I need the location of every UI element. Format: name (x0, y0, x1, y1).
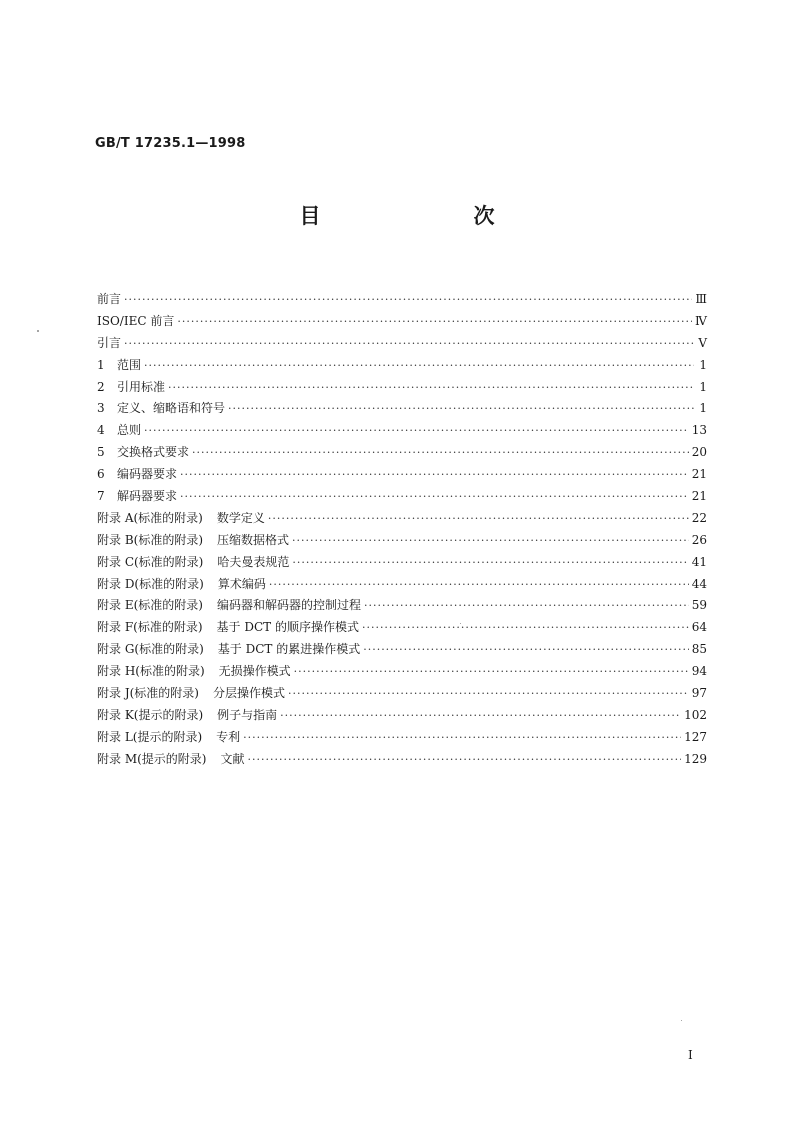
toc-entry[interactable] (97, 617, 707, 639)
toc-label: 交换格式要求 (117, 445, 190, 460)
toc-leader-dots (124, 289, 692, 311)
toc-page-number: 21 (691, 489, 707, 504)
toc-leader-dots (280, 705, 681, 727)
toc-page-number: 102 (684, 707, 707, 722)
toc-appendix-title: 压缩数据格式 (217, 532, 290, 547)
toc-leader-dots (180, 486, 689, 508)
toc-appendix-label: 附录 E(标准的附录) (97, 598, 203, 613)
toc-entry[interactable] (97, 727, 707, 749)
toc-page-number: Ⅲ (695, 292, 707, 306)
toc-appendix-label: 附录 K(提示的附录) (97, 707, 204, 722)
page-number: I (688, 1048, 693, 1062)
toc-appendix-title: 编码器和解码器的控制过程 (216, 598, 361, 613)
toc-page-number: 97 (691, 686, 707, 701)
toc-entry[interactable] (97, 639, 707, 661)
toc-page-number: Ⅳ (695, 313, 707, 328)
toc-page-number: 1 (699, 357, 707, 372)
toc-leader-dots (364, 595, 689, 617)
toc-appendix-title: 数学定义 (216, 510, 265, 525)
toc-leader-dots (288, 683, 689, 705)
toc-label: 定义、缩略语和符号 (117, 401, 226, 416)
toc-number: 6 (97, 467, 105, 482)
toc-appendix-label: 附录 L(提示的附录) (97, 729, 203, 744)
toc-entry[interactable] (97, 749, 707, 771)
toc-appendix-label: 附录 M(提示的附录) (97, 751, 207, 766)
toc-entry[interactable] (97, 552, 707, 574)
toc-leader-dots (292, 530, 689, 552)
toc-number: 5 (97, 445, 105, 460)
toc-entry[interactable] (97, 311, 707, 333)
toc-page-number: 127 (684, 729, 707, 744)
toc-leader-dots (269, 574, 689, 596)
toc-number: 7 (97, 489, 105, 504)
toc-appendix-label: 附录 J(标准的附录) (97, 686, 199, 701)
toc-entry[interactable] (97, 333, 707, 355)
scan-speck (460, 623, 461, 624)
toc-appendix-title: 基于 DCT 的顺序操作模式 (216, 620, 359, 635)
toc-appendix-label: 附录 F(标准的附录) (97, 620, 203, 635)
toc-page-number: 1 (699, 401, 707, 416)
toc-leader-dots (168, 377, 694, 399)
toc-label: 范围 (117, 357, 142, 372)
toc-entry[interactable] (97, 508, 707, 530)
document-code: GB/T 17235.1—1998 (95, 136, 246, 151)
toc-leader-dots (243, 727, 681, 749)
toc-leader-dots (144, 355, 694, 377)
toc-leader-dots (363, 639, 689, 661)
toc-appendix-title: 算术编码 (217, 576, 266, 591)
toc-number: 2 (97, 379, 105, 394)
toc-leader-dots (247, 749, 681, 771)
toc-entry[interactable] (97, 420, 707, 442)
toc-number: 3 (97, 401, 105, 416)
toc-leader-dots (124, 333, 694, 355)
toc-label: 总则 (117, 423, 142, 438)
toc-entry[interactable] (97, 574, 707, 596)
toc-entry[interactable] (97, 661, 707, 683)
toc-page-number: 1 (699, 379, 707, 394)
toc-appendix-label: 附录 D(标准的附录) (97, 576, 204, 591)
table-of-contents (97, 289, 707, 771)
toc-appendix-label: 附录 A(标准的附录) (97, 510, 203, 525)
toc-appendix-label: 附录 C(标准的附录) (97, 554, 204, 569)
toc-appendix-title: 分层操作模式 (213, 686, 286, 701)
toc-appendix-title: 基于 DCT 的累进操作模式 (217, 642, 361, 657)
toc-label: 引言 (97, 335, 122, 350)
toc-page-number: 44 (691, 576, 707, 591)
toc-appendix-title: 哈夫曼表规范 (217, 554, 290, 569)
toc-entry[interactable] (97, 705, 707, 727)
toc-leader-dots (362, 617, 689, 639)
toc-entry[interactable] (97, 377, 707, 399)
toc-entry[interactable] (97, 398, 707, 420)
toc-entry[interactable] (97, 683, 707, 705)
toc-page-number: 64 (691, 620, 707, 635)
toc-page-number: 22 (691, 510, 707, 525)
toc-page-number: 85 (691, 642, 707, 657)
toc-page-number: 13 (691, 423, 707, 438)
toc-page-number: 59 (691, 598, 707, 613)
toc-page-number: 20 (691, 445, 707, 460)
toc-label: 编码器要求 (117, 467, 178, 482)
toc-entry[interactable] (97, 530, 707, 552)
toc-page-number: 41 (691, 554, 707, 569)
toc-label: 前言 (97, 292, 122, 306)
toc-number: 1 (97, 357, 105, 372)
toc-leader-dots (228, 398, 694, 420)
toc-appendix-label: 附录 B(标准的附录) (97, 532, 203, 547)
toc-appendix-title: 文献 (220, 751, 245, 766)
scan-speck (37, 330, 39, 332)
toc-leader-dots (294, 661, 689, 683)
toc-number: 4 (97, 423, 105, 438)
toc-entry[interactable] (97, 355, 707, 377)
toc-label: 引用标准 (117, 379, 166, 394)
toc-leader-dots (180, 464, 689, 486)
toc-page-number: Ⅴ (698, 335, 707, 350)
scan-speck (681, 1020, 682, 1021)
toc-entry[interactable] (97, 486, 707, 508)
page-title: 目 次 (299, 204, 561, 228)
toc-label: 解码器要求 (117, 489, 178, 504)
toc-appendix-label: 附录 H(标准的附录) (97, 664, 205, 679)
toc-appendix-title: 无损操作模式 (218, 664, 291, 679)
toc-entry[interactable] (97, 442, 707, 464)
toc-leader-dots (268, 508, 689, 530)
toc-label: ISO/IEC 前言 (97, 313, 175, 328)
toc-appendix-title: 例子与指南 (217, 707, 278, 722)
toc-entry[interactable] (97, 289, 707, 311)
toc-entry[interactable] (97, 464, 707, 486)
toc-leader-dots (177, 311, 692, 333)
toc-entry[interactable] (97, 595, 707, 617)
toc-page-number: 26 (691, 532, 707, 547)
toc-appendix-label: 附录 G(标准的附录) (97, 642, 204, 657)
toc-page-number: 94 (691, 664, 707, 679)
toc-leader-dots (192, 442, 689, 464)
toc-leader-dots (144, 420, 689, 442)
toc-page-number: 129 (684, 751, 707, 766)
toc-appendix-title: 专利 (216, 729, 241, 744)
toc-page-number: 21 (691, 467, 707, 482)
toc-leader-dots (292, 552, 688, 574)
